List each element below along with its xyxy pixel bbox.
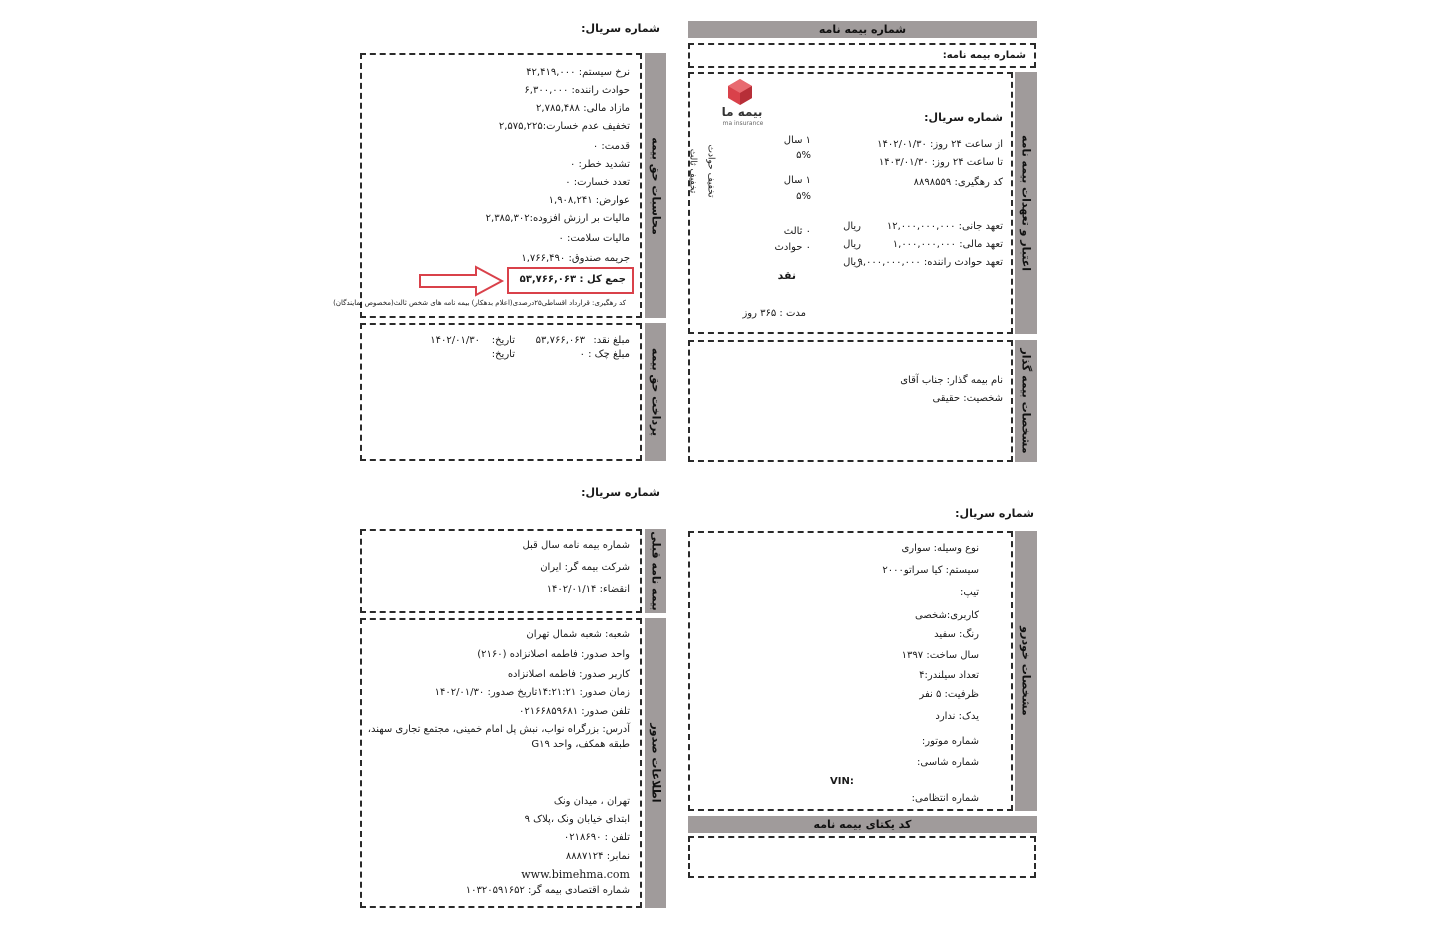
calc-footnote: کد رهگیری: قرارداد اقساطی۲۵درصدی(اعلام بدهکار) بیمه نامه های شخص ثالث(مخصوص نمایندگان)	[333, 299, 626, 307]
insured-person-type: شخصیت: حقیقی	[932, 393, 1003, 404]
calc-row: تعدد خسارت: ۰	[565, 177, 630, 188]
unique-code-header: کد یکتای بیمه نامه	[688, 816, 1037, 833]
previous-row: شرکت بیمه گر: ایران	[540, 562, 630, 573]
year-accident: ۱ سال	[783, 175, 811, 186]
total-highlight	[507, 267, 634, 294]
calc-row: مالیات بر ارزش افزوده:۲,۳۸۵,۳۰۲	[485, 213, 630, 224]
vehicle-side-title: مشخصات خودرو	[1015, 531, 1037, 811]
serial-label-top-left: شماره سریال:	[581, 22, 660, 35]
payment-box	[360, 323, 642, 461]
previous-side-title: بیمه نامه قبلی	[645, 529, 666, 613]
calc-row: تشدید خطر: ۰	[570, 159, 630, 170]
tracking-code: کد رهگیری: ۸۸۹۸۵۵۹	[913, 177, 1003, 188]
rial-unit-3: ریال	[843, 257, 861, 268]
issuance-footer: ابتدای خیابان ونک ،پلاک ۹	[524, 814, 630, 825]
vehicle-row: سال ساخت: ۱۳۹۷	[901, 650, 979, 661]
accident-amount: ۰ حوادث	[774, 242, 811, 253]
calc-row: مازاد مالی: ۲,۷۸۵,۴۸۸	[536, 103, 630, 114]
commitment-financial: تعهد مالی: ۱,۰۰۰,۰۰۰,۰۰۰	[892, 239, 1003, 250]
insured-name: نام بیمه گذار: جناب آقای	[900, 375, 1003, 386]
discount-third-label	[687, 144, 706, 204]
vehicle-row: تیپ:	[960, 587, 979, 598]
unique-code-box	[688, 836, 1036, 878]
issuance-row: زمان صدور: ۱۴:۲۱:۲۱تاریخ صدور: ۱۴۰۲/۰۱/۳۰	[434, 687, 630, 698]
calc-row: تخفیف عدم خسارت:۲,۵۷۵,۲۲۵	[498, 121, 630, 132]
vehicle-row: یدک: ندارد	[935, 711, 979, 722]
logo-name: بیمه ما	[721, 105, 763, 119]
validity-box	[688, 72, 1013, 334]
arrow-right-icon	[418, 265, 506, 297]
logo	[710, 76, 770, 128]
vehicle-row: تعداد سیلندر:۴	[919, 670, 979, 681]
calc-row: عوارض: ۱,۹۰۸,۲۴۱	[548, 195, 630, 206]
discount-third-kind: ثالث	[687, 148, 698, 166]
validity-side-title: اعتبار و تعهدات بیمه نامه	[1015, 72, 1037, 334]
calc-row: مالیات سلامت: ۰	[558, 233, 630, 244]
third-amount: ۰ ثالث	[783, 226, 811, 237]
issuance-row: شعبه: شعبه شمال تهران	[526, 629, 630, 640]
payment-type: نقد	[777, 269, 796, 282]
issuance-box	[360, 618, 642, 908]
year-third: ۱ سال	[783, 135, 811, 146]
serial-label-bottom-left: شماره سریال:	[581, 486, 660, 499]
cash-value: ۵۳,۷۶۶,۰۶۳	[535, 335, 585, 346]
issuance-row: کاربر صدور: فاطمه اصلانزاده	[507, 669, 630, 680]
pct-third: ۵%	[796, 150, 811, 161]
payment-side-title: پرداخت حق بیمه	[645, 323, 666, 461]
check-label: مبلغ چک : ۰	[579, 349, 630, 360]
premium-calc-side-title: محاسبات حق بیمه	[645, 53, 666, 318]
rial-unit-2: ریال	[843, 239, 861, 250]
issuance-footer: تلفن : ۰۲۱۸۶۹۰	[563, 832, 630, 843]
vehicle-row: شماره موتور:	[921, 736, 979, 747]
issuance-footer: نمابر: ۸۸۸۷۱۲۴	[565, 851, 630, 862]
previous-row: شماره بیمه نامه سال قبل	[522, 540, 630, 551]
vehicle-row: نوع وسیله: سواری	[901, 543, 979, 554]
pct-accident: ۵%	[796, 191, 811, 202]
cash-date-value: ۱۴۰۲/۰۱/۳۰	[430, 335, 480, 346]
validity-from: از ساعت ۲۴ روز: ۱۴۰۲/۰۱/۳۰	[877, 139, 1003, 150]
cash-label: مبلغ نقد:	[593, 335, 630, 346]
vehicle-row: کاربری:شخصی	[915, 610, 979, 621]
discount-accident-label	[706, 144, 720, 204]
policy-number-header: شماره بیمه نامه	[688, 21, 1037, 38]
insured-box	[688, 340, 1013, 462]
duration: مدت : ۳۶۵ روز	[742, 308, 806, 319]
calc-row: جریمه صندوق: ۱,۷۶۶,۴۹۰	[521, 253, 630, 264]
logo-subtitle: ma insurance	[722, 120, 764, 127]
commitment-life: تعهد جانی: ۱۲,۰۰۰,۰۰۰,۰۰۰	[886, 221, 1003, 232]
vehicle-row: سیستم: کیا سراتو۲۰۰۰	[882, 565, 979, 576]
policy-number-box	[688, 43, 1036, 68]
discount-third-word: تخفیف	[687, 168, 698, 194]
premium-calc-box	[333, 53, 642, 318]
calc-row: قدمت: ۰	[592, 141, 630, 152]
issuance-footer: تهران ، میدان ونک	[553, 796, 630, 807]
validity-to: تا ساعت ۲۴ روز: ۱۴۰۳/۰۱/۳۰	[878, 157, 1003, 168]
vehicle-row: رنگ: سفید	[934, 629, 979, 640]
issuance-address: آدرس: بزرگراه نواب، نبش پل امام خمینی، مجتمع تجاری سهند،	[367, 724, 630, 735]
issuance-side-title: اطلاعات صدور	[645, 618, 666, 908]
validity-serial: شماره سریال:	[924, 111, 1003, 124]
issuance-row: تلفن صدور: ۰۲۱۶۶۸۵۹۶۸۱	[519, 706, 630, 717]
vehicle-row: شماره شاسی:	[917, 757, 979, 768]
rial-unit-1: ریال	[843, 221, 861, 232]
issuance-address-2: طبقه همکف، واحد G۱۹	[531, 739, 630, 750]
cash-date-label: تاریخ:	[491, 335, 515, 346]
previous-policy-box	[360, 529, 642, 613]
previous-row: انقضاء: ۱۴۰۲/۰۱/۱۴	[546, 584, 630, 595]
discount-accident-word: تخفیف	[705, 172, 716, 198]
vehicle-box	[688, 531, 1013, 811]
check-date-label: تاریخ:	[491, 349, 515, 360]
issuance-footer: شماره اقتصادی بیمه گر: ۱۰۳۲۰۵۹۱۶۵۲	[465, 885, 630, 896]
insured-side-title: مشخصات بیمه گذار	[1015, 340, 1037, 462]
calc-row: نرخ سیستم: ۴۲,۴۱۹,۰۰۰	[526, 67, 630, 78]
serial-label-bottom-right: شماره سریال:	[955, 507, 1034, 520]
calc-row: حوادث راننده: ۶,۳۰۰,۰۰۰	[524, 85, 630, 96]
vehicle-row: ظرفیت: ۵ نفر	[919, 689, 979, 700]
discount-accident-kind: حوادث	[705, 144, 716, 170]
policy-number-label: شماره بیمه نامه:	[942, 50, 1026, 61]
vin-label: VIN:	[830, 776, 854, 787]
issuance-row: واحد صدور: فاطمه اصلانزاده (۲۱۶۰)	[477, 649, 630, 660]
vehicle-row: شماره انتظامی:	[911, 793, 979, 804]
commitment-driver: تعهد حوادث راننده: ۹,۰۰۰,۰۰۰,۰۰۰	[857, 257, 1003, 268]
website-link[interactable]: www.bimehma.com	[521, 868, 630, 881]
total-amount: جمع کل : ۵۳,۷۶۶,۰۶۳	[519, 274, 626, 285]
